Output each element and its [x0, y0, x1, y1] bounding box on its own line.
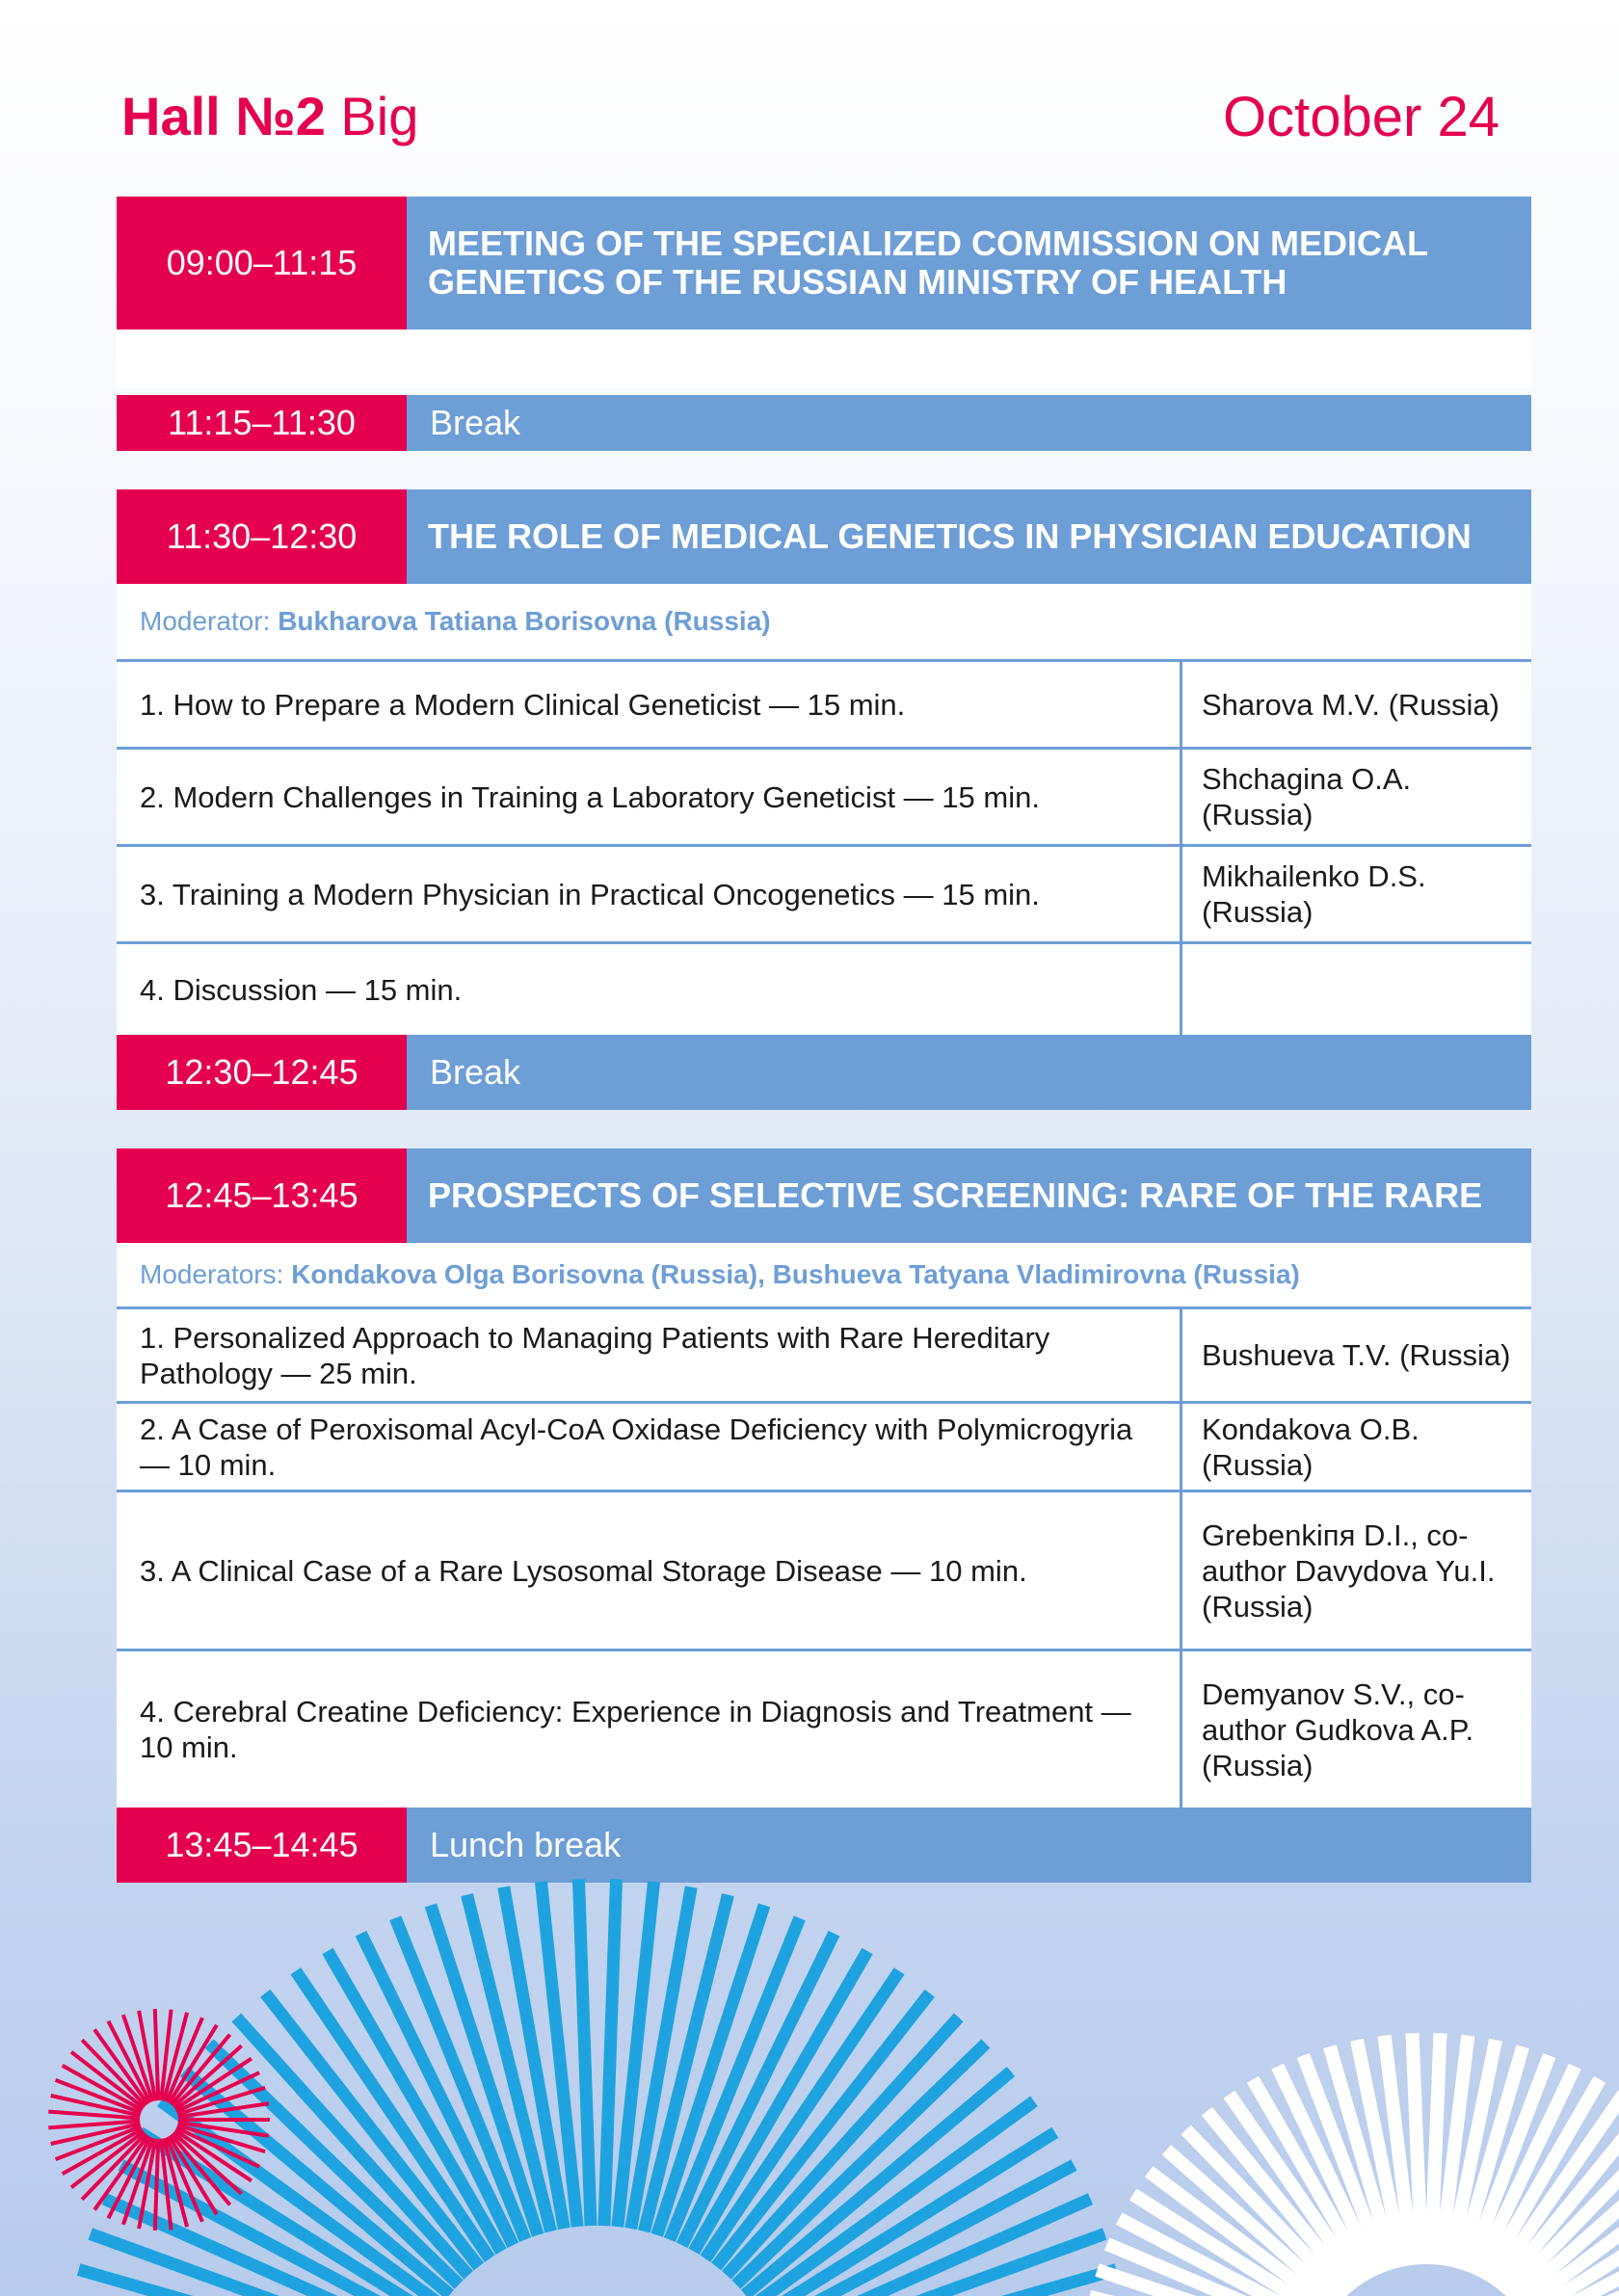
white-burst-decoration: [1079, 2033, 1619, 2296]
talk-speaker: Sharova M.V. (Russia): [1180, 662, 1531, 747]
talk-row: [117, 1401, 1531, 1490]
talk-speaker: Shchagina O.A. (Russia): [1180, 750, 1531, 844]
talk-speaker: Kondakova O.B. (Russia): [1180, 1404, 1531, 1490]
session-header-row: [117, 489, 1531, 584]
blank-row: [117, 330, 1531, 387]
break-label: Break: [407, 1035, 1531, 1110]
talk-row: [117, 1490, 1531, 1649]
moderator-row: [117, 1243, 1531, 1306]
talk-speaker: Grebenkiпя D.I., co-author Davydova Yu.I. (Russia): [1180, 1492, 1531, 1649]
session-header-row: [117, 1148, 1531, 1243]
moderator-row: [117, 584, 1531, 659]
event-date: October 24: [1223, 86, 1500, 148]
talk-row: [117, 941, 1531, 1035]
break-row: [117, 1808, 1531, 1883]
talk-speaker: Mikhailenko D.S. (Russia): [1180, 847, 1531, 941]
session-title: MEETING OF THE SPECIALIZED COMMISSION ON MEDICAL GENETICS OF THE RUSSIAN MINISTRY OF HEALTH: [407, 197, 1531, 330]
break-time: 11:15–11:30: [117, 395, 407, 451]
hall-number: №2: [235, 86, 326, 146]
schedule: [117, 197, 1531, 1883]
session-time: 11:30–12:30: [117, 489, 407, 584]
talk-title: 1. Personalized Approach to Managing Patients with Rare Hereditary Pathology — 25 min.: [140, 1320, 1050, 1390]
talk-speaker: [1180, 944, 1531, 1035]
talk-title: 4. Discussion — 15 min.: [140, 972, 463, 1007]
break-time: 13:45–14:45: [117, 1808, 407, 1883]
break-label: Lunch break: [407, 1808, 1531, 1883]
session-title: THE ROLE OF MEDICAL GENETICS IN PHYSICIAN EDUCATION: [407, 489, 1531, 584]
talk-row: [117, 659, 1531, 747]
page-header: [0, 0, 1619, 193]
moderator-label: Moderator:: [140, 606, 271, 636]
moderator-label: Moderators:: [140, 1259, 284, 1289]
session-time: 09:00–11:15: [117, 197, 407, 330]
moderator-names: Kondakova Olga Borisovna (Russia), Bushueva Tatyana Vladimirovna (Russia): [291, 1259, 1300, 1289]
hall-title: [121, 85, 418, 147]
talk-title: 2. Modern Challenges in Training a Laboratory Geneticist — 15 min.: [140, 779, 1040, 814]
talk-title: 1. How to Prepare a Modern Clinical Geneticist — 15 min.: [140, 687, 906, 722]
session-header-row: [117, 197, 1531, 330]
session-time: 12:45–13:45: [117, 1148, 407, 1243]
hall-word: Hall: [121, 86, 221, 146]
talk-title: 3. A Clinical Case of a Rare Lysosomal Storage Disease — 10 min.: [140, 1553, 1027, 1588]
break-row: [117, 1035, 1531, 1110]
session-title: PROSPECTS OF SELECTIVE SCREENING: RARE OF THE RARE: [407, 1148, 1531, 1243]
talk-row: [117, 844, 1531, 941]
hall-size: Big: [340, 86, 419, 146]
talk-speaker: Demyanov S.V., co-author Gudkova A.P. (Russia): [1180, 1651, 1531, 1808]
break-time: 12:30–12:45: [117, 1035, 407, 1110]
talk-row: [117, 1306, 1531, 1401]
talk-speaker: Bushueva T.V. (Russia): [1180, 1309, 1531, 1401]
talk-title: 2. A Case of Peroxisomal Acyl-CoA Oxidase Deficiency with Polymicrogyria — 10 min.: [140, 1412, 1133, 1482]
talk-title: 4. Cerebral Creatine Deficiency: Experience in Diagnosis and Treatment — 10 min.: [140, 1695, 1131, 1764]
break-row: [117, 395, 1531, 451]
break-label: Break: [407, 395, 1531, 451]
talk-title: 3. Training a Modern Physician in Practical Oncogenetics — 15 min.: [140, 877, 1040, 911]
decorative-fireworks: [0, 1879, 1619, 2296]
talk-row: [117, 747, 1531, 844]
talk-row: [117, 1649, 1531, 1808]
moderator-names: Bukharova Tatiana Borisovna (Russia): [278, 606, 771, 636]
blue-burst-decoration: [58, 1879, 1137, 2296]
